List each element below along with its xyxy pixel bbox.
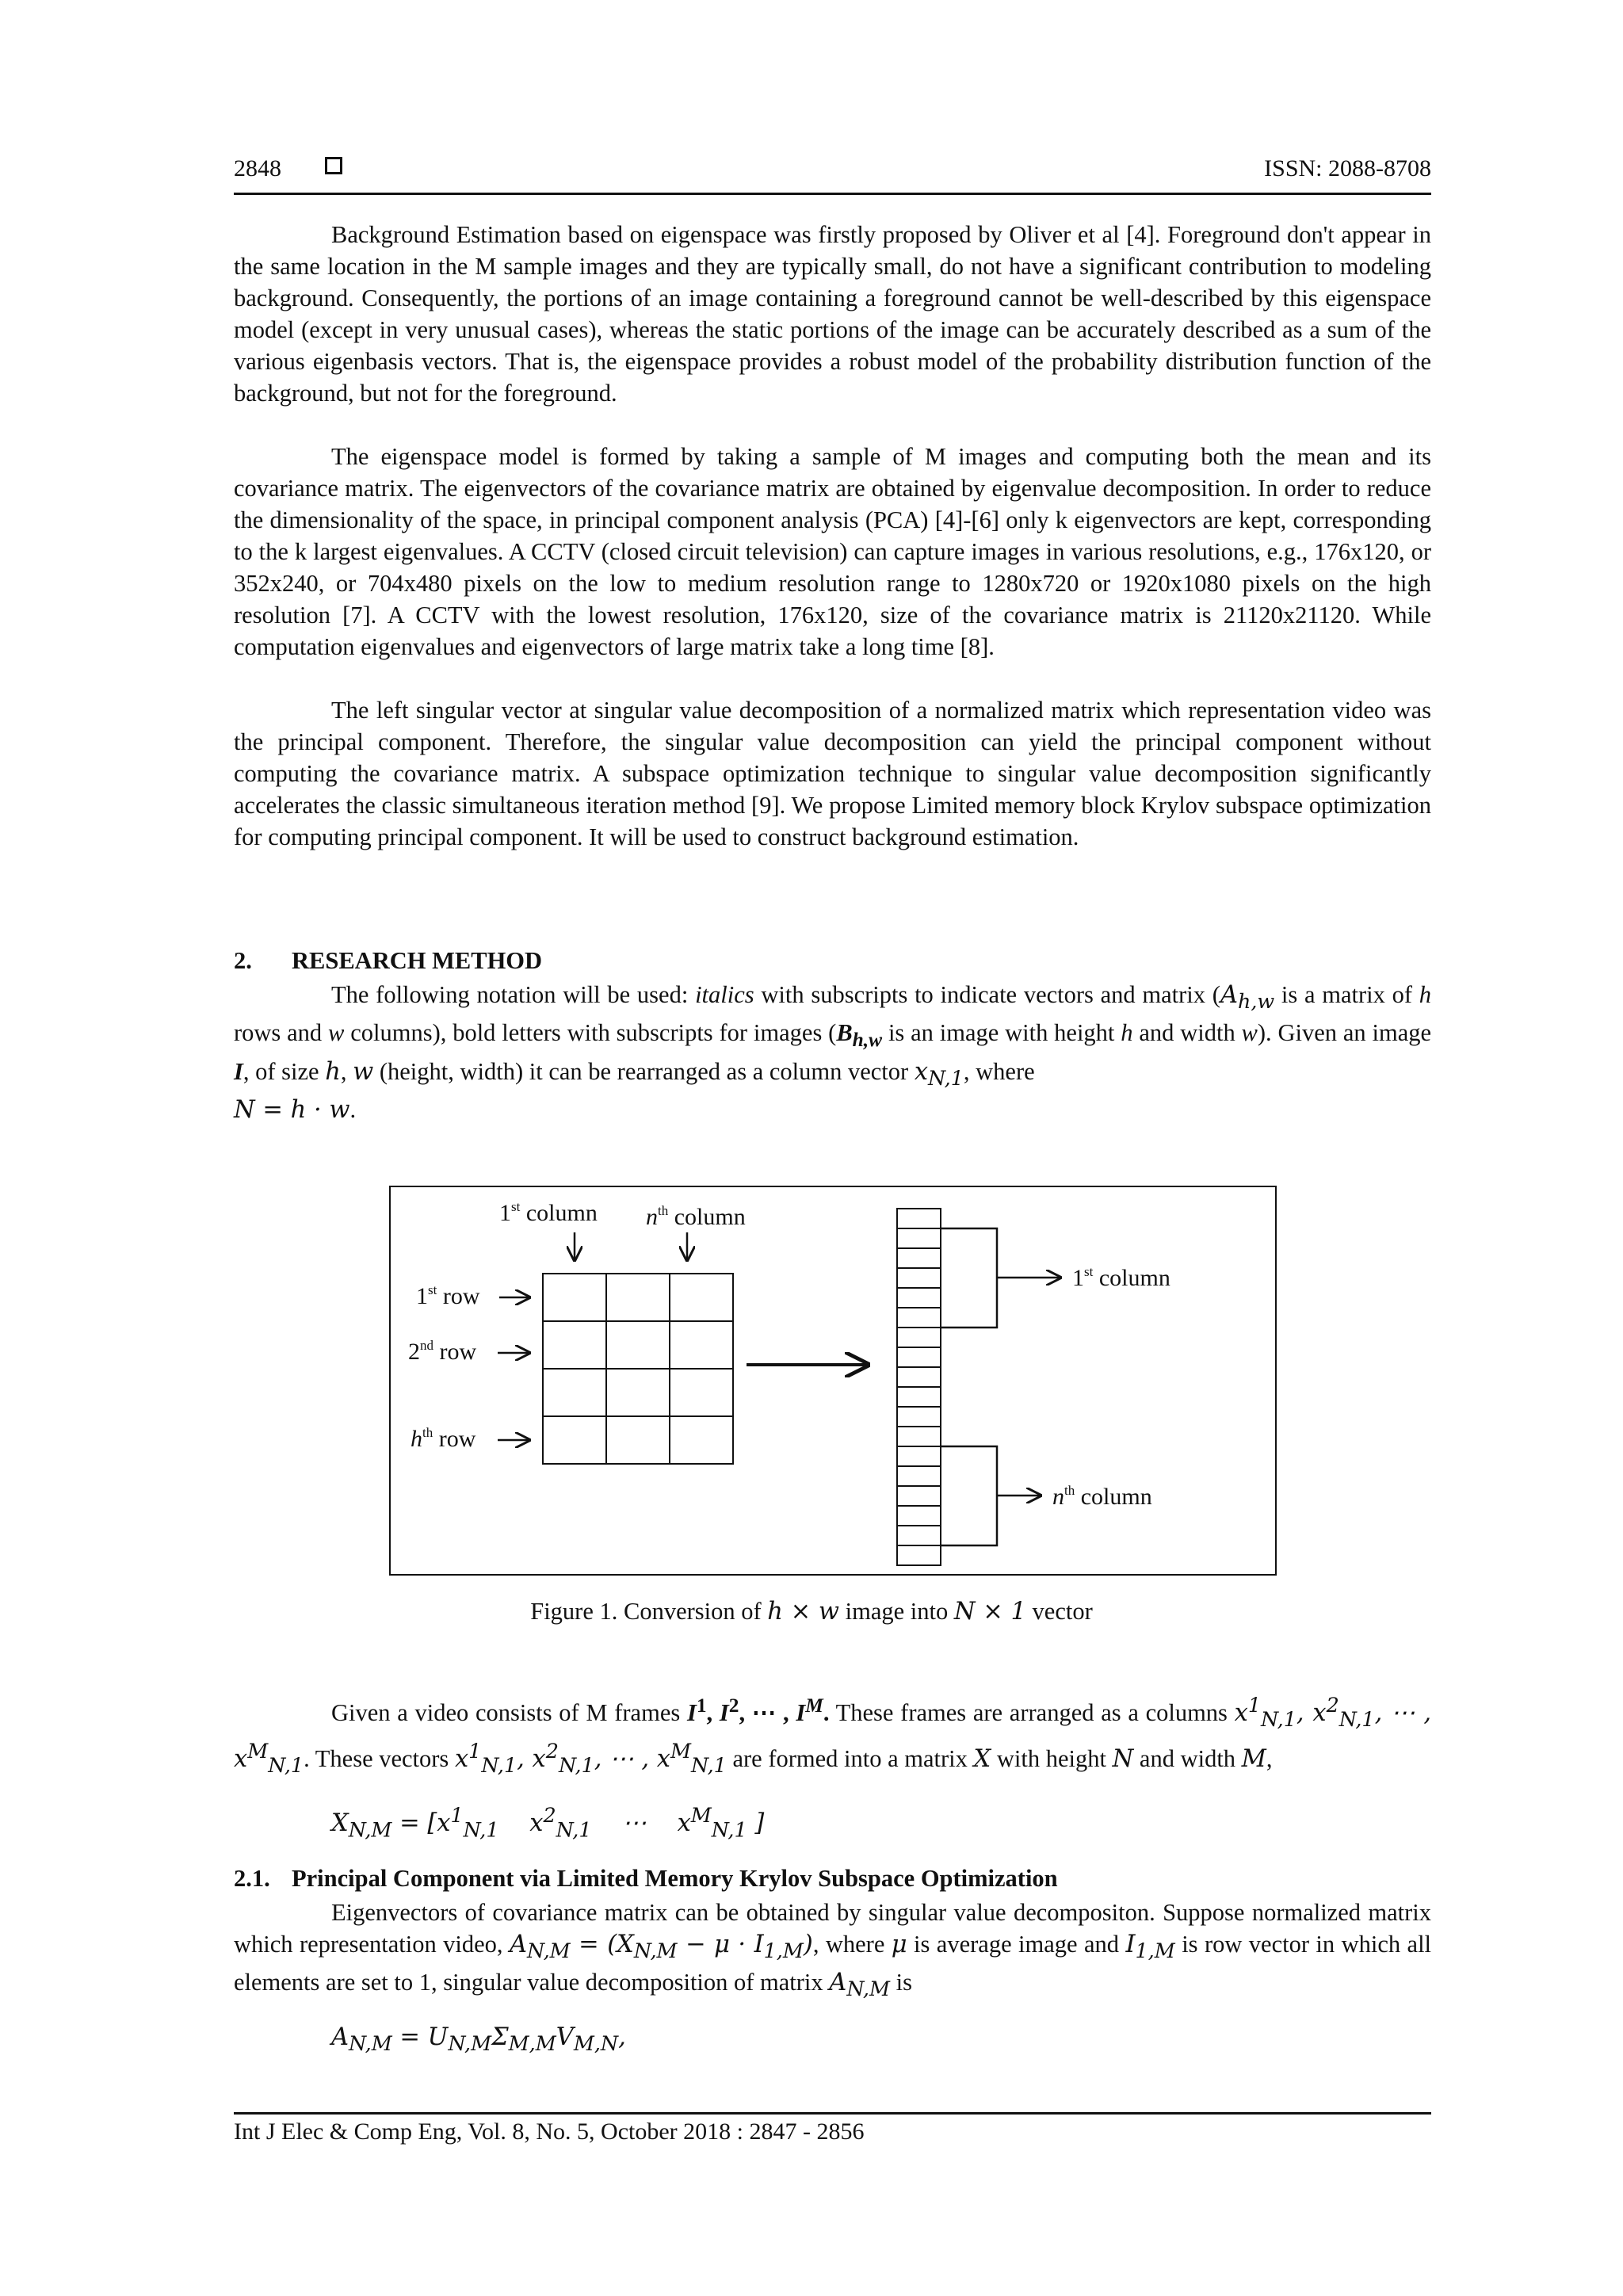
hth-row-label: $h^{th}$ row xyxy=(411,1425,476,1452)
nth-column-label: $n^{th}$ column xyxy=(646,1203,746,1230)
paragraph-1: Background Estimation based on eigenspace was firstly proposed by Oliver et al [4]. Foreground don't appear in the same location in the M sample images and they are typically small, do not have a significant contribution to modeling background. Consequently, the portions of an image containing a foreground cannot be well-described by this eigenspace model (except in very unusual cases), whereas the static portions of the image can be accurately described as a sum of the various eigenbasis vectors. That is, the eigenspace provides a robust model of the probability distribution function of the background, but not for the foreground. xyxy=(234,221,1431,407)
footer-rule xyxy=(234,2112,1431,2115)
first-row-label: 1st row xyxy=(416,1282,480,1309)
page-number: 2848 xyxy=(234,155,281,181)
equation-svd: $A_{N,M} = U_{N,M}\Sigma_{M,M}V_{M,N}$, xyxy=(331,2023,626,2056)
section-2-title: RESEARCH METHOD xyxy=(292,947,543,974)
figure-border xyxy=(390,1186,1276,1575)
nth-column-brace xyxy=(941,1446,1022,1545)
equation-x-matrix: $X_{N,M} = [x^1_{N,1}$ $x^2_{N,1}$ ⋯ $x^M_{N,1}$ ] xyxy=(331,1803,765,1842)
figure-1 xyxy=(388,1185,1280,1581)
image-grid xyxy=(543,1274,733,1464)
section-2-1-paragraph: Eigenvectors of covariance matrix can be obtained by singular value decompositon. Suppose normalized matrix which representation video, $A_{N,M} = (X_{N,M} - \mu \cdot I_{1,M})$, where μ is average image and $I_{1,M}$ is row vector in which all elements are set to 1, singular value decomposition of matrix $A_{N,M}$ is xyxy=(234,1899,1432,2001)
section-2-1-title: Principal Component via Limited Memory Krylov Subspace Optimization xyxy=(292,1865,1058,1892)
header-rule xyxy=(234,193,1431,195)
column-vector xyxy=(897,1209,941,1565)
issn: ISSN: 2088-8708 xyxy=(1264,155,1431,181)
frames-paragraph: Given a video consists of M frames $I^1$, $I^2$, ⋯ , $I^M$. These frames are arranged as a columns $x^1_{N,1}$, $x^2_{N,1}$, ⋯ , $x^M_{N,1}$. These vectors $x^1_{N,1}$, $x^2_{N,1}$, ⋯ , $x^M_{N,1}$ are formed into a matrix X with height N and width M, xyxy=(234,1693,1432,1778)
out-first-column-label: 1st column xyxy=(1072,1264,1170,1291)
square-bullet-icon xyxy=(325,157,342,174)
section-2-number: 2. xyxy=(234,947,252,974)
paragraph-2: The eigenspace model is formed by taking a sample of M images and computing both the mean and its covariance matrix. The eigenvectors of the covariance matrix are obtained by eigenvalue decomposition. In order to reduce the dimensionality of the space, in principal component analysis (PCA) [4]-[6] only k eigenvectors are kept, corresponding to the k largest eigenvalues. A CCTV (closed circuit television) can capture images in various resolutions, e.g., 176x120, or 352x240, or 704x480 pixels on the low to medium resolution range to 1280x720 or 1920x1080 pixels on the high resolution [7]. A CCTV with the lowest resolution, 176x120, size of the covariance matrix is 21120x21120. While computation eigenvalues and eigenvectors of large matrix take a long time [8]. xyxy=(234,443,1431,660)
section-2-1-number: 2.1. xyxy=(234,1865,270,1892)
out-nth-column-label: $n^{th}$ column xyxy=(1052,1483,1152,1510)
footer-citation: Int J Elec & Comp Eng, Vol. 8, No. 5, October 2018 : 2847 - 2856 xyxy=(234,2118,865,2145)
paragraph-3: The left singular vector at singular value decomposition of a normalized matrix which representation video was the principal component. Therefore, the singular value decomposition can yield the principal component without computing the covariance matrix. A subspace optimization technique to singular value decomposition significantly accelerates the classic simultaneous iteration method [9]. We propose Limited memory block Krylov subspace optimization for computing principal component. It will be used to construct background estimation. xyxy=(234,697,1431,850)
first-column-label-sup: 1st column xyxy=(499,1199,598,1226)
first-column-brace xyxy=(941,1228,1022,1328)
figure-1-caption: Figure 1. Conversion of h × w image into N × 1 vector xyxy=(530,1598,1093,1626)
second-row-label: 2nd row xyxy=(408,1338,477,1365)
section-2-paragraph: The following notation will be used: italics with subscripts to indicate vectors and matrix ($A_{h,w}$ is a matrix of h rows and w columns), bold letters with subscripts for images ($B_{h,w}$ is an image with height h and width w). Given an image I, of size h, w (height, width) it can be rearranged as a column vector $x_{N,1}$, where N = h · w. xyxy=(234,981,1432,1125)
